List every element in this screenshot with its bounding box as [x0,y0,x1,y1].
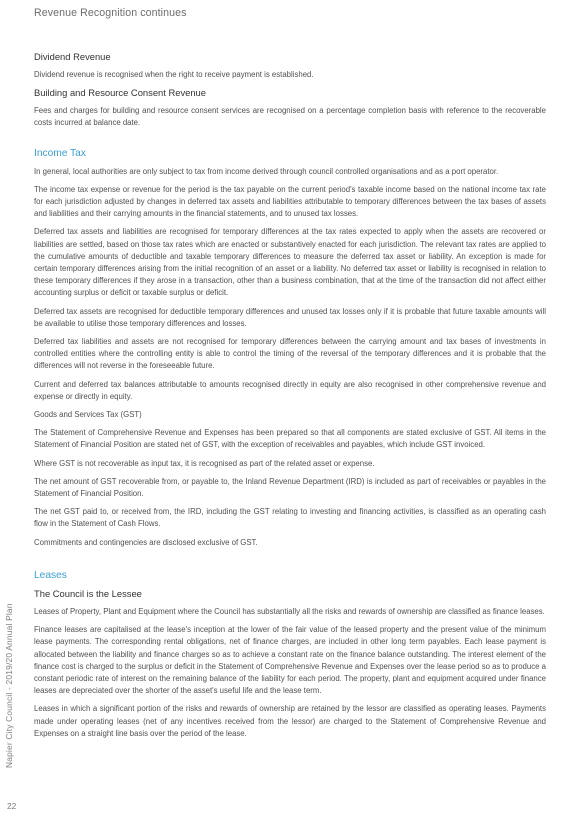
income-tax-paragraph: Deferred tax assets are recognised for deductible temporary differences and unused tax losses only if it is probable that future taxable amounts will be available to utilise those temporary differences and losses. [34,306,546,328]
income-tax-paragraph: In general, local authorities are only subject to tax from income derived through council controlled organisations and as a port operator. [34,166,499,176]
income-tax-paragraph: Deferred tax liabilities and assets are not recognised for temporary differences between the carrying amount and tax bases of investments in controlled entities where the controlling entity is able to control the timing of the reversal of the temporary differences and it is probable that the differences will not reverse in the foreseeable future. [34,337,546,371]
gst-paragraph: Commitments and contingencies are disclosed exclusive of GST. [34,537,258,547]
lessee-subheading: The Council is the Lessee [34,587,142,599]
gst-paragraph: The net amount of GST recoverable from, or payable to, the Inland Revenue Department (IRD) is included as part of receivables or payables in the Statement of Financial Position. [34,476,546,499]
income-tax-heading: Income Tax [34,147,86,159]
dividend-heading: Dividend Revenue [34,51,111,62]
leases-paragraph: Finance leases are capitalised at the lease's inception at the lower of the fair value of the leased property and the present value of the minimum lease payments. The corresponding rental obligations, net of finance charges, are included in other long term payables. Each lease payment is allocated between the liability and finance charges so as to achieve a constant rate on the finance balance outstanding. The interest element of the finance cost is charged to the surplus or deficit in the Statement of Comprehensive Revenue and Expenses over the lease period so as to produce a constant periodic rate of interest on the remaining balance of the liability for each period. The property, plant and equipment acquired under finance leases are depreciated over the shorter of the asset's useful life and the lease term. [34,625,546,696]
building-consent-paragraph: Fees and charges for building and resource consent services are recognised on a percentage completion basis with reference to the recoverable costs incurred at balance date. [34,106,546,128]
gst-paragraph: The net GST paid to, or received from, the IRD, including the GST relating to investing and financing activities, is classified as an operating cash flow in the Statement of Cash Flows. [34,507,546,529]
leases-heading: Leases [34,569,67,581]
document-body [34,51,546,746]
dividend-paragraph: Dividend revenue is recognised when the right to receive payment is established. [34,70,314,79]
leases-paragraph: Leases of Property, Plant and Equipment where the Council has substantially all the risks and rewards of ownership are classified as finance leases. [34,606,545,616]
gst-paragraph: The Statement of Comprehensive Revenue and Expenses has been prepared so that all components are stated exclusive of GST. All items in the Statement of Financial Position are stated net of GST, with the exception of receivables and payables, which include GST invoiced. [34,428,546,450]
page-number: 22 [7,801,17,811]
page-header: Revenue Recognition continues [34,7,187,19]
document-side-title: Napier City Council - 2019/20 Annual Plan [4,603,14,768]
leases-paragraph: Leases in which a significant portion of the risks and rewards of ownership are retained by the lessor are classified as operating leases. Payments made under operating leases (net of any incentives received from the lessor) are charged to the Statement of Comprehensive Revenue and Expenses on a straight line basis over the period of the lease. [34,704,546,738]
gst-label: Goods and Services Tax (GST) [34,410,142,420]
income-tax-paragraph: Deferred tax assets and liabilities are recognised for temporary differences at the tax rates expected to apply when the assets are recovered or liabilities are settled, based on those tax rates which are enacted or substantively enacted for each jurisdiction. The relevant tax rates are applied to the cumulative amounts of deductible and taxable temporary differences to measure the deferred tax asset or liability. An exception is made for certain temporary differences arising from the initial recognition of an asset or a liability. No deferred tax asset or liability is recognised in relation to these temporary differences if they arose in a transaction, other than a business combination, that at the time of the transaction did not affect either accounting surplus or deficit or taxable surplus or deficit. [34,227,546,298]
building-consent-heading: Building and Resource Consent Revenue [34,87,206,99]
income-tax-paragraph: The income tax expense or revenue for the period is the tax payable on the current period's taxable income based on the national income tax rate for each jurisdiction adjusted by changes in deferred tax assets and liabilities attributable to temporary differences between the tax bases of assets and liabilities and their carrying amounts in the financial statements, and to unused tax losses. [34,184,546,219]
gst-paragraph: Where GST is not recoverable as input tax, it is recognised as part of the related asset or expense. [34,458,375,468]
income-tax-paragraph: Current and deferred tax balances attributable to amounts recognised directly in equity are also recognised in other comprehensive revenue and expense or directly in equity. [34,379,546,401]
